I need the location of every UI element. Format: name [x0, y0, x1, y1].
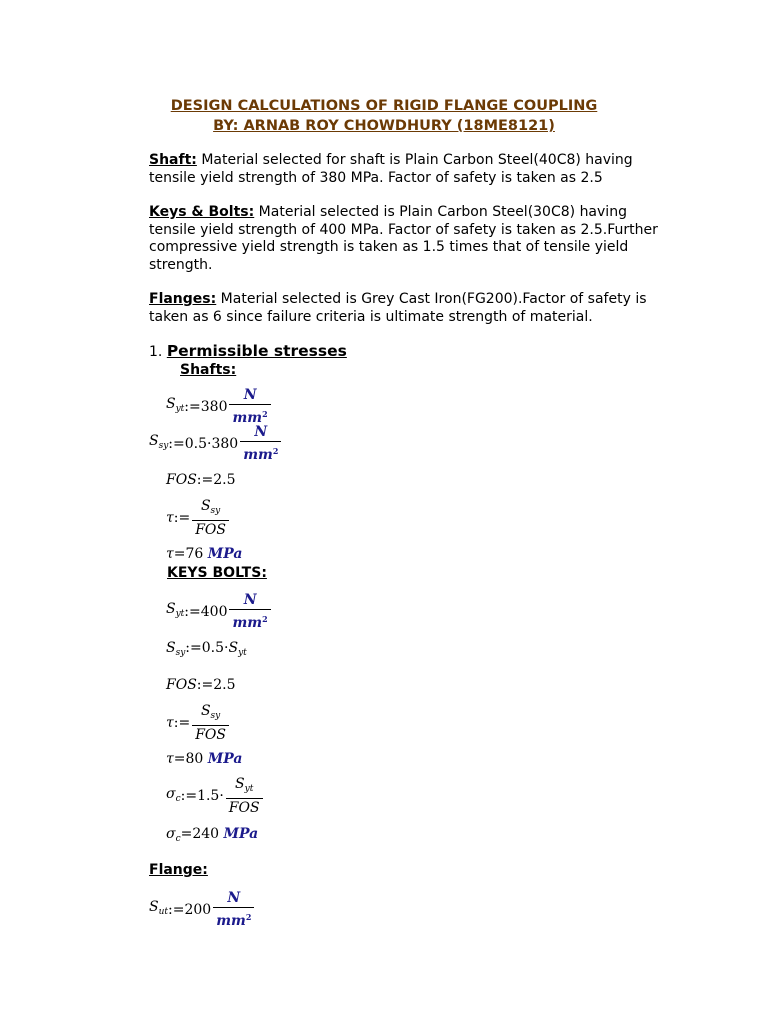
shaft-text: Material selected for shaft is Plain Carbon Steel(40C8) having tensile yield strength of 380 MPa. Factor of safety is taken as 2.5 [149, 152, 633, 186]
keys-label: Keys & Bolts: [149, 204, 255, 220]
shaft-tau-equation: τ := $\frac{S_{sy}}{\text{FOS}}$ [166, 498, 231, 538]
flanges-label: Flanges: [149, 291, 217, 307]
section-title: Permissible stresses [166, 342, 347, 360]
shaft-label: Shaft: [149, 152, 197, 168]
shaft-material-paragraph [149, 152, 669, 187]
shafts-heading: Shafts: [180, 362, 237, 378]
shaft-syt-equation: $S_{yt}$ := 380 $\frac{N}{mm^2}$ [166, 387, 273, 426]
shaft-tau-result: τ=76 MPa [166, 546, 243, 562]
flanges-material-paragraph [149, 291, 669, 326]
keys-material-paragraph [149, 204, 669, 274]
keys-tau-result: τ=80 MPa [166, 751, 243, 767]
section-number: 1. [149, 344, 163, 360]
section-heading [149, 342, 347, 360]
keys-fos-equation: FOS:=2.5 [166, 677, 236, 693]
keys-ssy-equation: $S_{sy}:=0.5\cdot S_{yt}$ [166, 640, 247, 658]
shaft-fos-equation: FOS:=2.5 [166, 472, 236, 488]
keys-sigma-result: $\sigma_c=240$ MPa [166, 826, 259, 844]
keys-tau-equation: τ := $\frac{S_{sy}}{\text{FOS}}$ [166, 703, 231, 743]
flange-sut-equation: $S_{ut}$ := 200 $\frac{N}{mm^2}$ [149, 890, 256, 929]
flanges-text: Material selected is Grey Cast Iron(FG200).Factor of safety is taken as 6 since failure criteria is ultimate strength of material. [149, 291, 647, 325]
shaft-ssy-equation: $S_{sy}$ := 0.5·380 $\frac{N}{mm^2}$ [149, 424, 283, 463]
document-author: BY: ARNAB ROY CHOWDHURY (18ME8121) [213, 118, 555, 134]
flange-heading: Flange: [149, 862, 208, 878]
document-title: DESIGN CALCULATIONS OF RIGID FLANGE COUPLING [170, 98, 598, 114]
keys-syt-equation: $S_{yt}$ := 400 $\frac{N}{mm^2}$ [166, 592, 273, 631]
keys-bolts-heading: KEYS BOLTS: [167, 565, 267, 581]
keys-text: Material selected is Plain Carbon Steel(30C8) having tensile yield strength of 400 MPa. Factor of safety is taken as 2.5.Further compressive yield strength is taken as 1.5 times that of tensile yield strength. [149, 204, 658, 273]
keys-sigma-equation: $\sigma_c$ := 1.5· $\frac{S_{yt}}{\text{FOS}}$ [166, 776, 265, 816]
